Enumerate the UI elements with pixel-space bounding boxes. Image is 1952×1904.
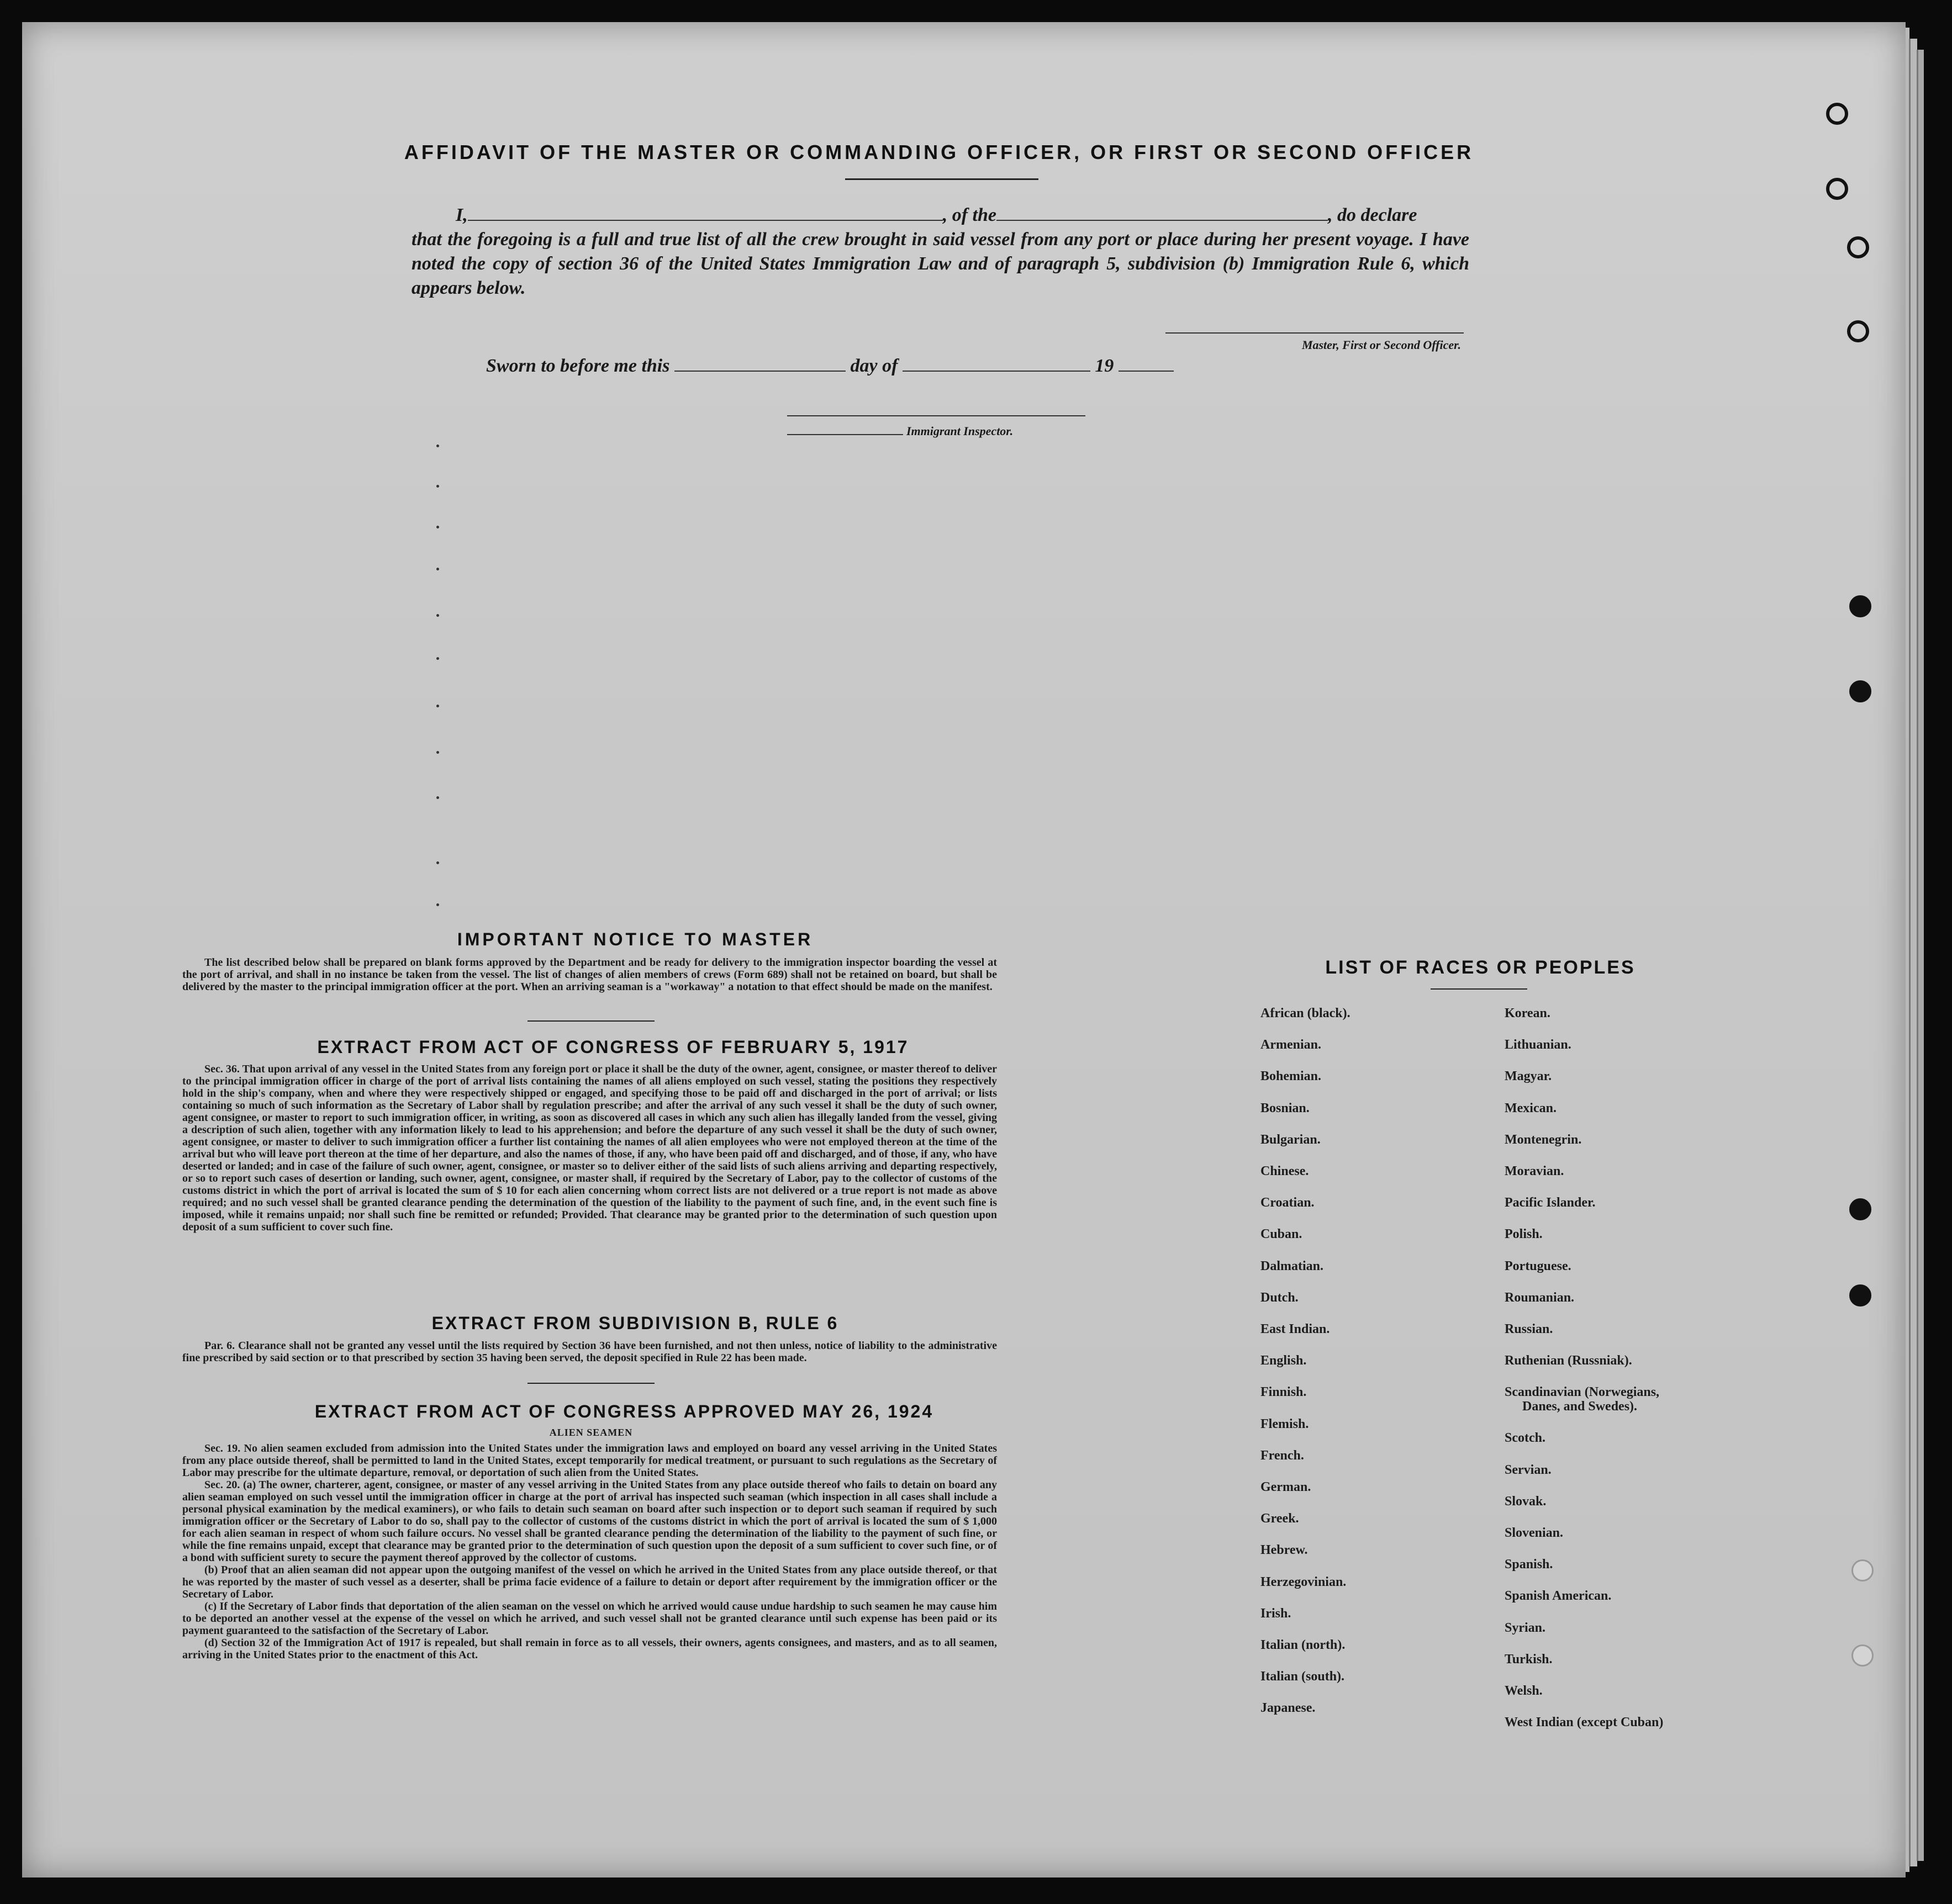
race-item: Japanese. (1260, 1701, 1316, 1716)
race-item: Bohemian. (1260, 1069, 1322, 1084)
margin-speck (436, 861, 439, 864)
inspector-signature-line[interactable] (787, 415, 1085, 416)
extract-1924-text (182, 1442, 997, 1661)
binder-hole-icon (1847, 320, 1869, 342)
race-item: Portuguese. (1505, 1258, 1571, 1273)
race-item: Cuban. (1260, 1227, 1302, 1242)
declaration-prefix: I, (456, 205, 468, 225)
vessel-blank-field[interactable] (996, 220, 1328, 221)
sworn-prefix: Sworn to before me this (486, 356, 670, 376)
extract-1924-paragraph: (d) Section 32 of the Immigration Act of 1917 is repealed, but shall remain in force as to all vessels, their owners, agents consignees, and masters, and as to all seamen, arriving in the United States prior to the enactment of this Act. (182, 1637, 997, 1661)
race-item: Chinese. (1260, 1164, 1309, 1178)
race-item: Danes, and Swedes). (1522, 1399, 1638, 1414)
race-item: Servian. (1505, 1462, 1552, 1477)
sworn-year-blank-field[interactable] (1119, 371, 1174, 372)
race-item: Flemish. (1260, 1416, 1309, 1431)
extract-1924-paragraph: Sec. 20. (a) The owner, charterer, agent, consignee, or master of any vessel arriving in the United States from any place outside thereof who fails to detain on board any alien seaman employed on such vessel until the immigration officer in charge at the port of arrival has inspected such seaman (which inspection in all cases shall include a personal physical examination by the medical examiners), or who fails to detain such seaman on board after such inspection or to deport such seaman if required by such immigration officer or the Secretary of Labor to do so, shall pay to the collector of customs of the customs district in which the port of arrival is located the sum of $ 1,000 for each alien seaman in respect of whom such failure occurs. No vessel shall be granted clearance pending the determination of the liability to the payment of such fine, or while the fine remains unpaid, except that clearance may be granted prior to the determination of such question upon the deposit of a sum sufficient to cover such fine, or of a bond with sufficient surety to secure the payment thereof approved by the collector of customs. (182, 1479, 997, 1564)
sworn-year: 19 (1095, 356, 1114, 376)
binder-hole-icon (1826, 103, 1848, 125)
races-title: LIST OF RACES OR PEOPLES (1325, 957, 1636, 978)
inspector-label: Immigrant Inspector. (906, 424, 1014, 438)
race-item: Ruthenian (Russniak). (1505, 1353, 1632, 1368)
margin-speck (436, 568, 439, 570)
declaration-of-the: , of the (942, 205, 997, 225)
race-item: Dalmatian. (1260, 1258, 1323, 1273)
margin-speck (436, 751, 439, 754)
race-item: Slovak. (1505, 1494, 1547, 1509)
margin-speck (436, 705, 439, 707)
affidavit-declaration (411, 203, 1469, 300)
master-signature-line[interactable] (1165, 332, 1464, 334)
race-item: English. (1260, 1353, 1307, 1368)
race-item: Polish. (1505, 1227, 1543, 1242)
extract-1924-subtitle: ALIEN SEAMEN (549, 1427, 633, 1438)
page-edge-sheet (1917, 50, 1924, 1861)
binder-hole-icon (1851, 1644, 1874, 1667)
master-signature-label: Master, First or Second Officer. (1301, 338, 1461, 352)
binder-hole-icon (1847, 236, 1869, 258)
declaration-line (411, 203, 1469, 228)
race-item: Italian (south). (1260, 1669, 1345, 1684)
race-item: Bulgarian. (1260, 1132, 1321, 1147)
declaration-do-declare: , do declare (1328, 205, 1417, 225)
race-item: Montenegrin. (1505, 1132, 1582, 1147)
margin-speck (436, 485, 439, 488)
extract-1924-title: EXTRACT FROM ACT OF CONGRESS APPROVED MAY 26, 1924 (314, 1401, 934, 1421)
binder-hole-icon (1849, 1284, 1871, 1307)
race-item: Spanish. (1505, 1557, 1553, 1572)
margin-speck (436, 445, 439, 447)
race-item: Turkish. (1505, 1652, 1553, 1667)
race-item: Finnish. (1260, 1385, 1307, 1400)
extract-1924-paragraph: (c) If the Secretary of Labor finds that deportation of the alien seaman on the vessel on which he arrived would cause undue hardship to such seamen he may cause him to be deported an another vessel at the expense of the vessel on which he arrived, and such vessel shall not be granted clearance until such expense has been paid or its payment guaranteed to the satisfaction of the Secretary of Labor. (182, 1600, 997, 1637)
race-item: Slovenian. (1505, 1525, 1564, 1540)
race-item: Magyar. (1505, 1069, 1552, 1084)
important-notice-text (182, 956, 997, 993)
race-item: Greek. (1260, 1511, 1299, 1526)
race-item: Irish. (1260, 1606, 1291, 1621)
extract-1924-paragraph: Sec. 19. No alien seamen excluded from admission into the United States under the immigration laws and employed on board any vessel arriving in the United States from any place outside thereof, shall be permitted to land in the United States, except temporarily for medical treatment, or pursuant to such regulations as the Secretary of Labor may prescribe for the ultimate departure, removal, or deportation of such alien from the United States. (182, 1442, 997, 1479)
margin-speck (436, 903, 439, 906)
important-notice-title: IMPORTANT NOTICE TO MASTER (457, 929, 814, 949)
race-item: Italian (north). (1260, 1638, 1346, 1652)
race-item: Korean. (1505, 1006, 1550, 1020)
sworn-date-blank-field[interactable] (674, 371, 846, 372)
race-item: Hebrew. (1260, 1543, 1308, 1558)
extract-1917-paragraph: Sec. 36. That upon arrival of any vessel in the United States from any foreign port or place it shall be the duty of the owner, agent, consignee, or master thereof to deliver to the principal immigration officer in charge of the port of arrival lists containing the names of all aliens employed on such vessel, stating the positions they respectively hold in the ship's company, when and where they were respectively shipped or engaged, and specifying those to be paid off and discharged in the port of arrival; or lists containing so much of such information as the Secretary of Labor shall by regulation prescribe; and after the arrival of any such vessel it shall be the duty of such owner, agent consignee, or master to report to such immigration officer, in writing, as soon as discovered all cases in which any such alien has illegally landed from the vessel, giving a description of such alien, together with any information likely to lead to his apprehension; and before the departure of any such vessel it shall be the duty of such owner, agent consignee, or master to deliver to such immigration officer a further list containing the names of all alien employees who were not employed thereon at the time of the arrival but who will leave port thereon at the time of her departure, and also the names of those, if any, who have been paid off and discharged, and of those, if any, who have deserted or landed; and in case of the failure of such owner, agent, consignee, or master so to deliver either of the said lists of such aliens arriving and departing respectively, or so to report such cases of desertion or landing, such owner, agent, consignee, or master shall, if required by the Secretary of Labor, pay to the collector of customs of the customs district in which the port of arrival is located the sum of $ 10 for each alien concerning whom correct lists are not delivered or a true report is not made as above required; and no such vessel shall be granted clearance pending the determination of the question of the liability to the payment of such fine, and, in the event such fine is imposed, while it remains unpaid; nor shall such fine be remitted or refunded; Provided. That clearance may be granted prior to the determination of such question upon deposit of a sum sufficient to cover such fine. (182, 1063, 997, 1233)
extract-1917-text (182, 1063, 997, 1233)
race-item: French. (1260, 1448, 1304, 1463)
binder-hole-icon (1849, 680, 1871, 702)
extract-rule6-paragraph: Par. 6. Clearance shall not be granted any vessel until the lists required by Section 36 have been furnished, and not then unless, notice of liability to the administrative fine prescribed by said section or to that prescribed by section 35 having been served, the deposit specified in Rule 22 has been made. (182, 1340, 997, 1364)
binder-hole-icon (1851, 1559, 1874, 1582)
race-item: West Indian (except Cuban) (1505, 1715, 1664, 1730)
extract-1917-title: EXTRACT FROM ACT OF CONGRESS OF FEBRUARY 5, 1917 (317, 1037, 909, 1057)
section-rule (527, 1020, 655, 1022)
race-item: Scandinavian (Norwegians, (1505, 1385, 1660, 1400)
race-item: Russian. (1505, 1322, 1553, 1336)
race-item: Moravian. (1505, 1164, 1564, 1178)
extract-rule6-title: EXTRACT FROM SUBDIVISION B, RULE 6 (431, 1313, 839, 1333)
race-item: Welsh. (1505, 1683, 1543, 1698)
declaration-body: that the foregoing is a full and true list of all the crew brought in said vessel from any port or place during her present voyage. I have noted the copy of section 36 of the United States Immigration Law and of paragraph 5, subdivision (b) Immigration Rule 6, which appears below. (411, 229, 1469, 298)
race-item: German. (1260, 1480, 1311, 1494)
binder-hole-icon (1849, 595, 1871, 617)
sworn-line (486, 356, 1259, 377)
races-title-rule (1431, 988, 1527, 990)
binder-hole-icon (1826, 178, 1848, 200)
race-item: Bosnian. (1260, 1101, 1310, 1115)
sworn-day-of: day of (850, 356, 898, 376)
race-item: East Indian. (1260, 1322, 1330, 1336)
affidavit-title: AFFIDAVIT OF THE MASTER OR COMMANDING OFFICER, OR FIRST OR SECOND OFFICER (404, 141, 1474, 163)
inspector-label-row (787, 424, 1041, 438)
race-item: Roumanian. (1505, 1290, 1575, 1305)
race-item: Armenian. (1260, 1038, 1321, 1053)
extract-rule6-text (182, 1340, 997, 1364)
inspector-lead-line[interactable] (787, 434, 903, 435)
race-item: Croatian. (1260, 1196, 1315, 1210)
race-item: Dutch. (1260, 1290, 1299, 1305)
binder-hole-icon (1849, 1198, 1871, 1220)
race-item: Syrian. (1505, 1620, 1546, 1635)
margin-speck (436, 526, 439, 528)
race-item: African (black). (1260, 1006, 1350, 1020)
margin-speck (436, 614, 439, 617)
name-blank-field[interactable] (468, 220, 943, 221)
race-item: Spanish American. (1505, 1589, 1612, 1604)
margin-speck (436, 657, 439, 660)
page-edge-sheet (1909, 39, 1917, 1866)
race-item: Herzegovinian. (1260, 1574, 1347, 1589)
race-item: Lithuanian. (1505, 1038, 1571, 1053)
sworn-month-blank-field[interactable] (903, 371, 1090, 372)
race-item: Pacific Islander. (1505, 1196, 1596, 1210)
race-item: Scotch. (1505, 1431, 1545, 1446)
title-rule (845, 178, 1038, 180)
important-notice-paragraph: The list described below shall be prepared on blank forms approved by the Department and be ready for delivery to the immigration inspector boarding the vessel at the port of arrival, and shall in no instance be taken from the vessel. The list of changes of alien members of crews (Form 689) shall not be retained on board, but shall be delivered by the master to the principal immigration officer at the port. When an arriving seaman is a "workaway" a notation to that effect should be made on the manifest. (182, 956, 997, 993)
extract-1924-paragraph: (b) Proof that an alien seaman did not appear upon the outgoing manifest of the vessel on which he arrived in the United States from any place outside thereof, or that he was reported by the master of such vessel as a deserter, shall be prima facie evidence of a failure to detain or deport after requirement by the immigration officer or the Secretary of Labor. (182, 1564, 997, 1600)
section-rule (527, 1383, 655, 1384)
margin-speck (436, 796, 439, 799)
race-item: Mexican. (1505, 1101, 1557, 1115)
